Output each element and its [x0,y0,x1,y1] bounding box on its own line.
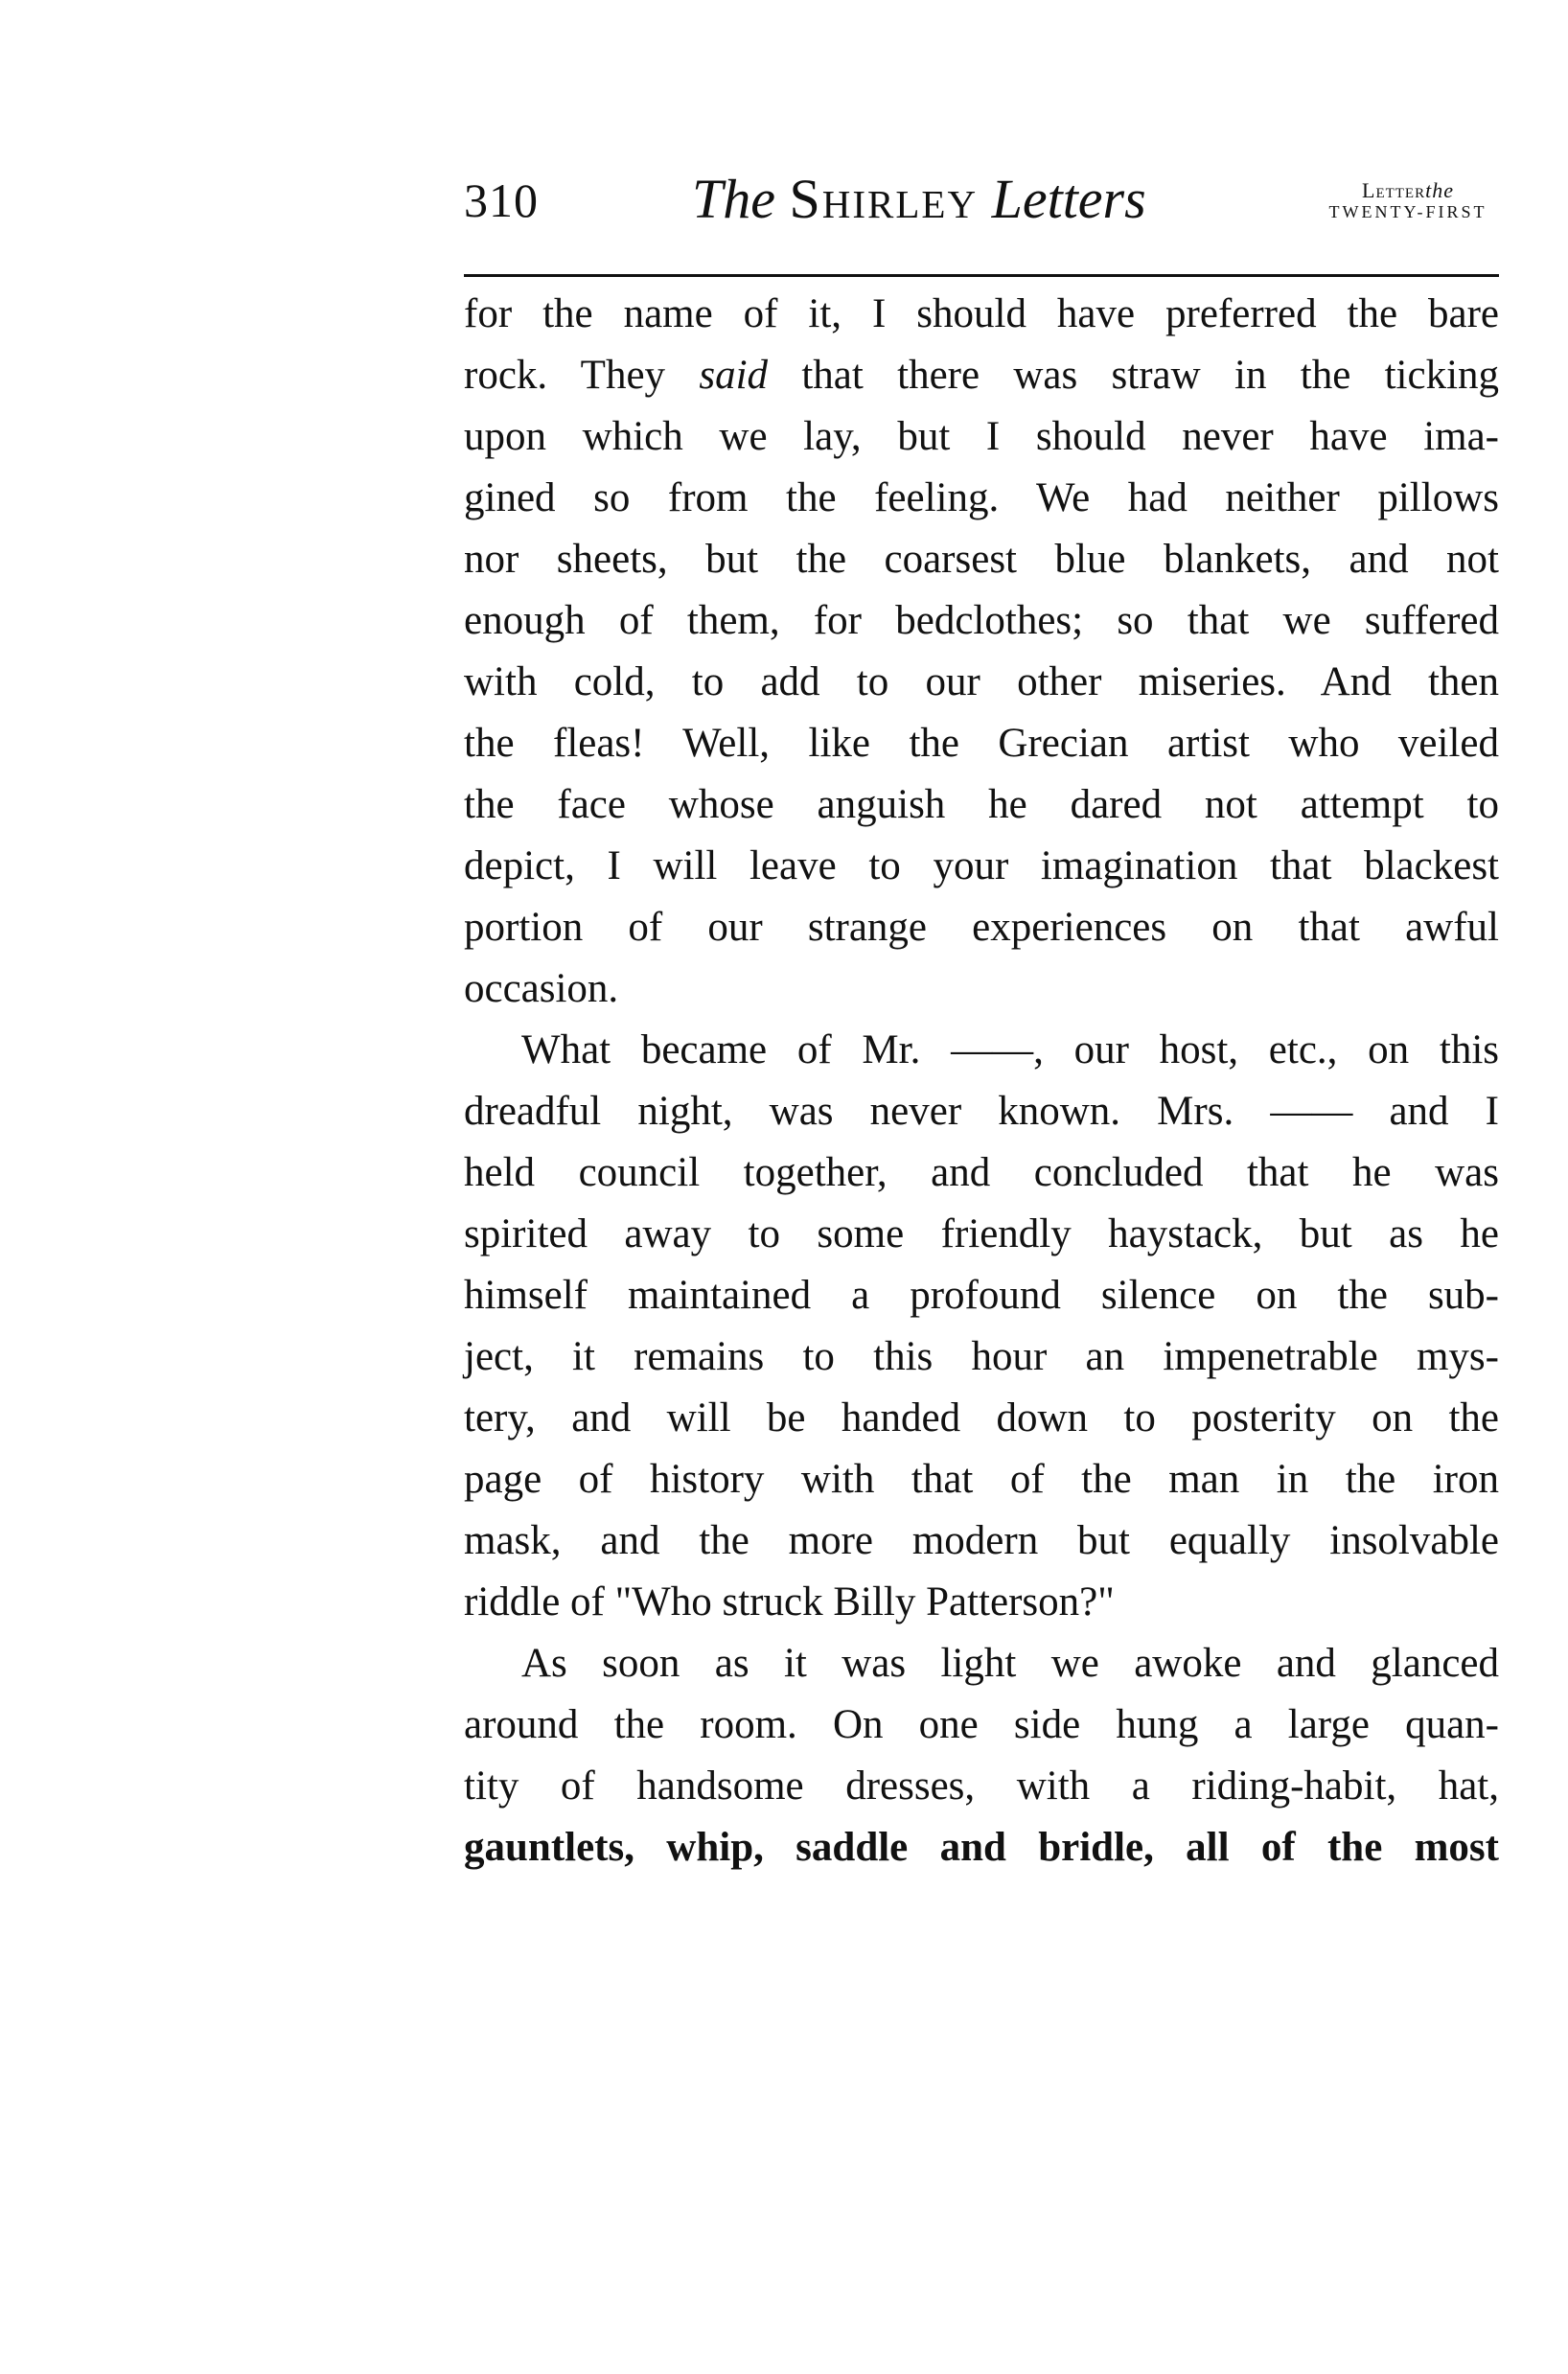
section-label [1317,180,1499,220]
text-segment: that there was straw in the ticking [801,353,1500,398]
running-title-shirley: Shirley [789,168,979,230]
text-line: held council together, and concluded that he was [464,1150,1499,1195]
text-line: spirited away to some friendly haystack, but as he [464,1211,1499,1256]
text-line: tery, and will be handed down to posterity on the [464,1395,1499,1441]
header-rule [464,274,1499,277]
emphasis-said: said [699,353,769,398]
text-line: occasion. [464,966,619,1011]
text-line: tity of handsome dresses, with a riding-habit, hat, [464,1763,1499,1809]
body-text [464,284,1499,1878]
section-label-ordinal: TWENTY-FIRST [1328,202,1487,221]
section-label-letter: Letter [1362,178,1426,202]
section-label-the: the [1425,178,1454,202]
text-line [464,345,1499,406]
text-line: nor sheets, but the coarsest blue blankets, and not [464,537,1499,582]
text-line: page of history with that of the man in the iron [464,1457,1499,1502]
text-line: portion of our strange experiences on that awful [464,905,1499,950]
page-number: 310 [464,173,539,227]
running-title [692,167,1146,231]
text-segment: rock. They [464,353,666,398]
text-line: What became of Mr. ——, our host, etc., on this [521,1027,1499,1072]
text-line: upon which we lay, but I should never have ima- [464,414,1499,459]
text-line: enough of them, for bedclothes; so that we suffered [464,598,1499,643]
section-label-top [1317,180,1499,201]
text-line: the fleas! Well, like the Grecian artist who veiled [464,721,1499,766]
text-line: around the room. On one side hung a large quan- [464,1702,1499,1747]
running-head [464,163,1499,243]
text-line: the face whose anguish he dared not attempt to [464,782,1499,827]
text-line: As soon as it was light we awoke and glanced [521,1641,1499,1686]
running-title-letters: Letters [991,168,1146,230]
text-line: dreadful night, was never known. Mrs. —— and I [464,1089,1499,1134]
text-line: for the name of it, I should have preferred the bare [464,291,1499,336]
text-line: gined so from the feeling. We had neither pillows [464,475,1499,520]
text-line: ject, it remains to this hour an impenetrable mys- [464,1334,1499,1379]
text-line: mask, and the more modern but equally insolvable [464,1518,1499,1563]
text-line: himself maintained a profound silence on the sub- [464,1273,1499,1318]
running-title-the: The [692,168,775,230]
text-line: riddle of "Who struck Billy Patterson?" [464,1579,1115,1625]
text-line: depict, I will leave to your imagination that blackest [464,843,1499,888]
text-line: with cold, to add to our other miseries. And then [464,659,1499,704]
text-line: gauntlets, whip, saddle and bridle, all of the most [464,1825,1499,1870]
